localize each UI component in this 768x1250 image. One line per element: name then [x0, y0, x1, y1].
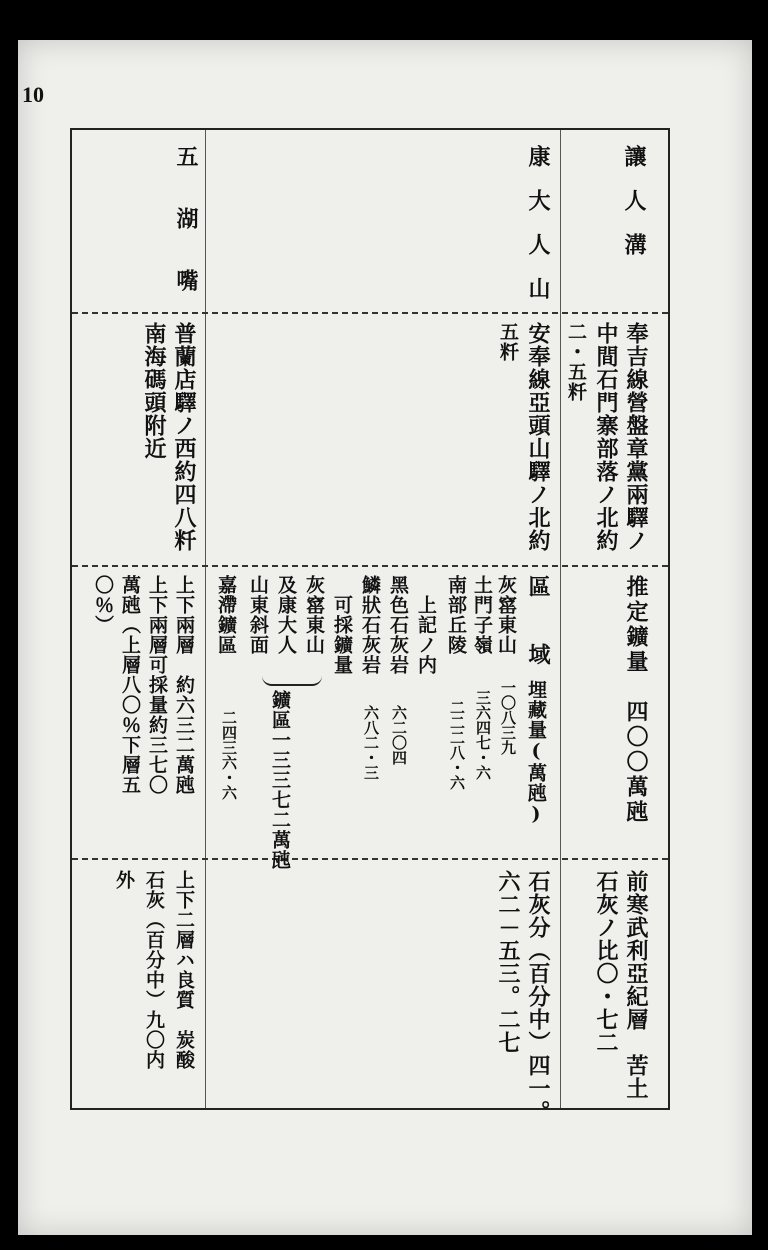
quality-3-line-1: 上下二層ハ良質 炭酸: [173, 870, 195, 1070]
reserves-2-area-header: 區 域: [525, 575, 551, 677]
reserves-2-area-4: 上記ノ内: [415, 595, 437, 675]
location-2-line-1: 安奉線亞頭山驛ノ北約: [525, 322, 551, 552]
page-number: 10: [22, 82, 44, 107]
table-top-rule: [70, 128, 670, 130]
quality-1-line-1: 前寒武利亞紀層 苦土: [623, 870, 649, 1100]
reserves-2-area-8: 灰窰東山: [303, 575, 325, 655]
reserves-3-line-4: 〇％）: [92, 575, 114, 635]
reserves-2-area-10: 山東斜面: [247, 575, 269, 655]
mine-name-2: 康大人山: [525, 145, 551, 321]
reserves-2-area-3: 南部丘陵: [445, 575, 467, 655]
reserves-2-amount-1: 一〇八三九: [499, 680, 517, 755]
location-1-line-2: 中間石門寨部落ノ北約: [593, 322, 619, 552]
reserves-2-area-1: 灰窰東山: [495, 575, 517, 655]
quality-1-line-2: 石灰ノ比〇・七二: [593, 870, 619, 1054]
column-divider-2: [560, 130, 561, 1108]
reserves-2-area-5: 黑色石灰岩: [387, 575, 409, 675]
reserves-2-amount-5: 六二〇四: [390, 705, 408, 765]
reserves-2-area-9: 及康大人: [275, 575, 297, 655]
reserves-2-amount-9: 鑛區一三三七二萬瓲: [269, 690, 291, 870]
row-divider-1: [72, 312, 668, 314]
mine-name-3: 五湖嘴: [173, 145, 199, 331]
quality-3-line-3: 外: [113, 870, 135, 890]
mine-name-1: 讓人溝: [621, 145, 647, 277]
reserves-1-line-1: 推定鑛量 四〇〇萬瓲: [623, 575, 649, 825]
reserves-2-amount-2: 三六四七・六: [474, 690, 492, 780]
reserves-3-line-3: 萬瓲（上層八〇％下層五: [119, 575, 141, 795]
reserves-2-amount-6: 六八二・三: [362, 705, 380, 780]
reserves-2-amount-11: 二四三六・六: [220, 710, 238, 800]
quality-2-line-2: 六二－五三。二七: [495, 870, 521, 1054]
reserves-2-area-6: 鱗狀石灰岩: [359, 575, 381, 675]
location-3-line-2: 南海碼頭附近: [141, 322, 167, 460]
reserves-2-area-2: 土門子嶺: [471, 575, 493, 655]
location-2-line-2: 五粁: [497, 322, 519, 362]
location-1-line-3: 二・五粁: [565, 322, 587, 402]
reserves-3-line-1: 上下兩層 約六三二萬瓲: [173, 575, 195, 795]
reserves-3-line-2: 上下兩層可採量約三七〇: [146, 575, 168, 795]
reserves-2-amount-3: 二二二八・六: [448, 700, 466, 790]
quality-3-line-2: 石灰（百分中）九〇内: [143, 870, 165, 1070]
reserves-2-area-7: 可採鑛量: [331, 595, 353, 675]
table-bottom-rule: [70, 1108, 670, 1110]
table-right-border: [668, 128, 670, 1110]
table-left-border: [70, 128, 72, 1110]
quality-2-line-1: 石灰分（百分中）四一。: [525, 870, 551, 1123]
location-1-line-1: 奉吉線營盤章黨兩驛ノ: [623, 322, 649, 552]
location-3-line-1: 普蘭店驛ノ西約四八粁: [171, 322, 197, 552]
column-divider-1: [205, 130, 206, 1108]
grouping-brace: [262, 672, 322, 686]
row-divider-3: [72, 858, 668, 860]
row-divider-2: [72, 565, 668, 567]
reserves-2-area-11: 嘉滯鑛區: [215, 575, 237, 655]
reserves-2-amount-header: 埋藏量(萬瓲): [525, 680, 547, 826]
